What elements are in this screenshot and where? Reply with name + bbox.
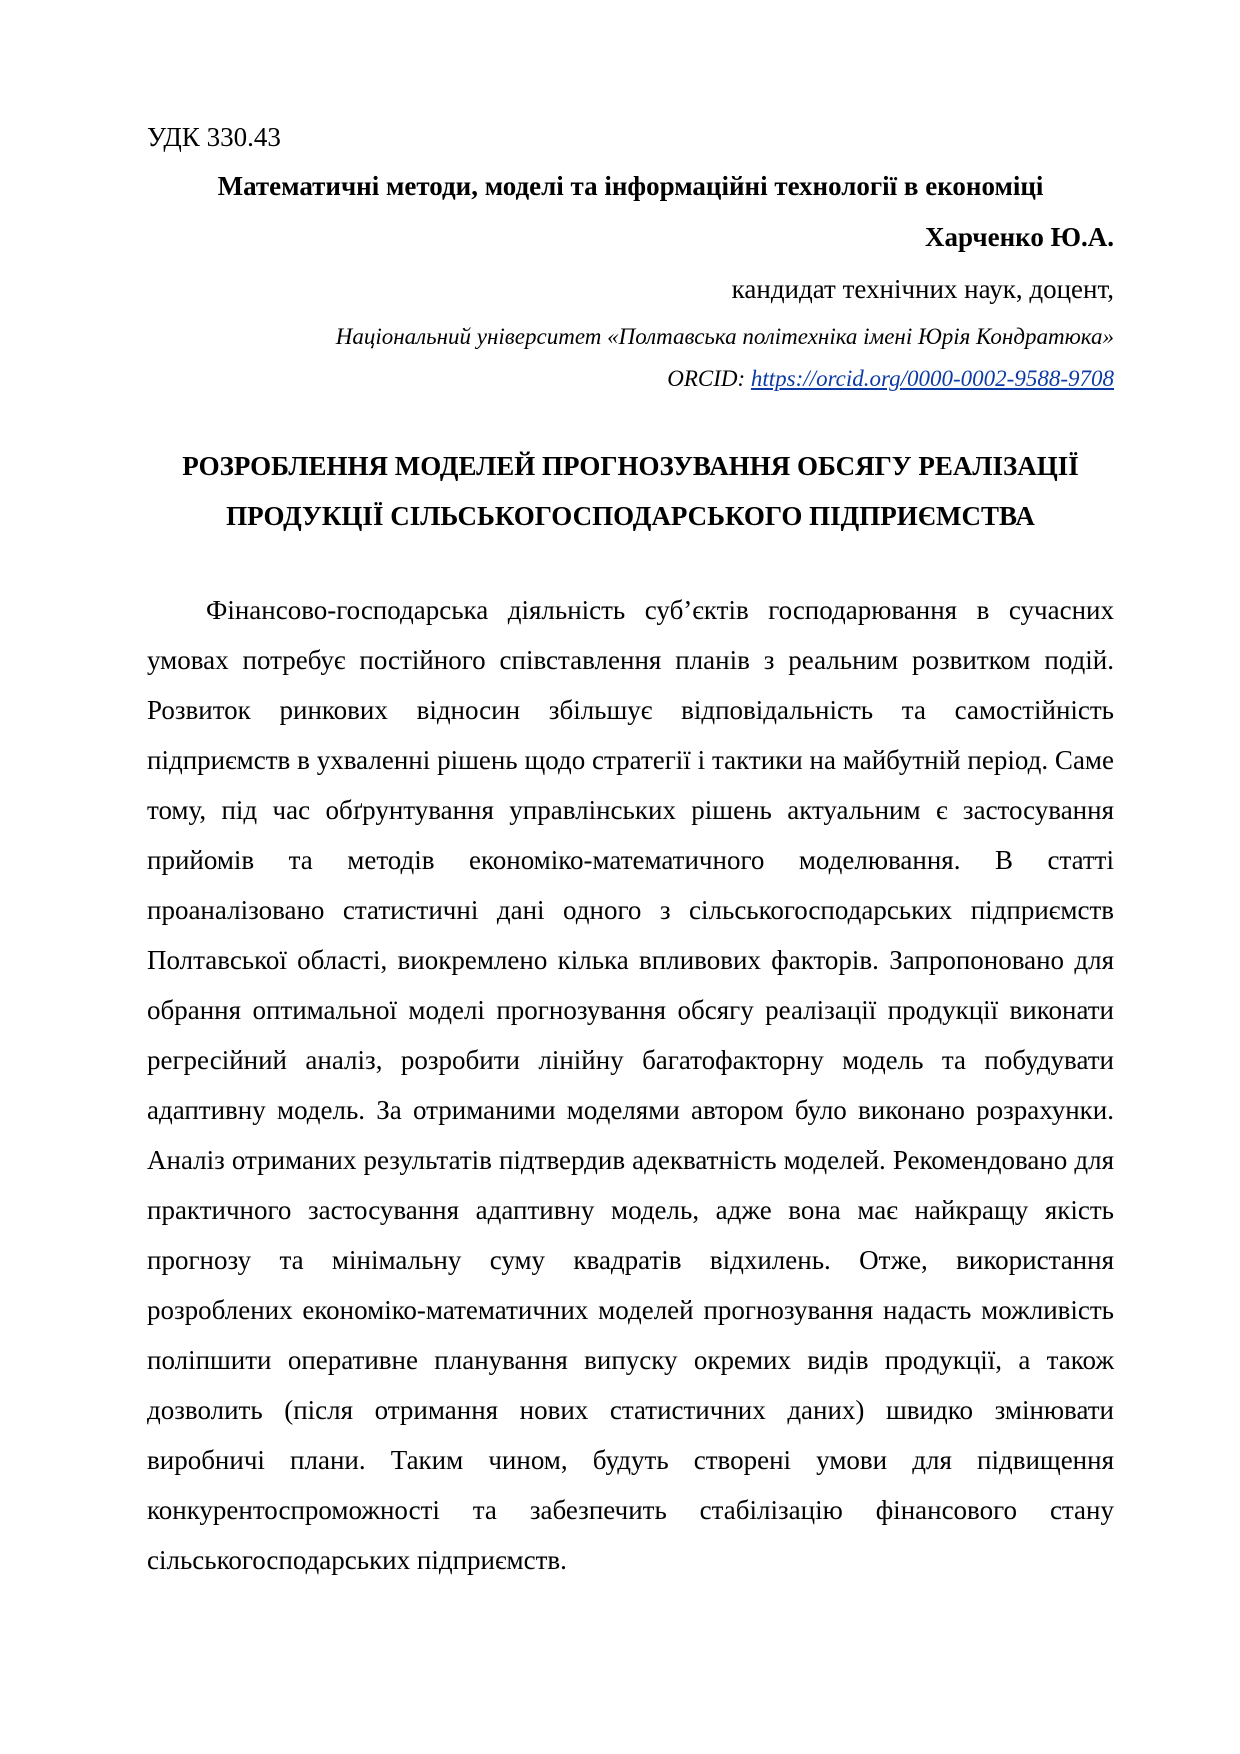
orcid-link[interactable]: https://orcid.org/0000-0002-9588-9708 [750,366,1114,391]
author-degree: кандидат технічних наук, доцент, [731,274,1114,304]
orcid-label: ORCID: [667,366,746,391]
udk-code: УДК 330.43 [147,122,281,152]
author-affiliation: Національний університет «Полтавська політехніка імені Юрія Кондратюка» [335,324,1114,349]
section-heading: Математичні методи, моделі та інформаційні технології в економіці [217,171,1044,201]
author-name: Харченко Ю.А. [925,222,1114,252]
abstract-paragraph: Фінансово-господарська діяльність суб’єктів господарювання в сучасних умовах потребує постійного співставлення планів з реальним розвитком подій. Розвиток ринкових відносин збільшує відповідальність та самостійність підприємств в ухваленні рішень щодо стратегії і тактики на майбутній період. Саме тому, під час обґрунтування управлінських рішень актуальним є застосування прийомів та методів економіко-математичного моделювання. В статті проаналізовано статистичні дані одного з сільськогосподарських підприємств Полтавської області, виокремлено кілька впливових факторів. Запропоновано для обрання оптимальної моделі прогнозування обсягу реалізації продукції виконати регресійний аналіз, розробити лінійну багатофакторну модель та побудувати адаптивну модель. За отриманими моделями автором було виконано розрахунки. Аналіз отриманих результатів підтвердив адекватність моделей. Рекомендовано для практичного застосування адаптивну модель, адже вона має найкращу якість прогнозу та мінімальну суму квадратів відхилень. Отже, використання розроблених економіко-математичних моделей прогнозування надасть можливість поліпшити оперативне планування випуску окремих видів продукції, а також дозволить (після отримання нових статистичних даних) швидко змінювати виробничі плани. Таким чином, будуть створені умови для підвищення конкурентоспроможності та забезпечить стабілізацію фінансового стану сільськогосподарських підприємств. [147,595,1114,1575]
article-title-line-2: ПРОДУКЦІЇ СІЛЬСЬКОГОСПОДАРСЬКОГО ПІДПРИЄМСТВА [226,501,1035,531]
author-orcid [667,362,1114,396]
article-title [147,441,1114,541]
article-title-line-1: РОЗРОБЛЕННЯ МОДЕЛЕЙ ПРОГНОЗУВАННЯ ОБСЯГУ РЕАЛІЗАЦІЇ [182,451,1079,481]
